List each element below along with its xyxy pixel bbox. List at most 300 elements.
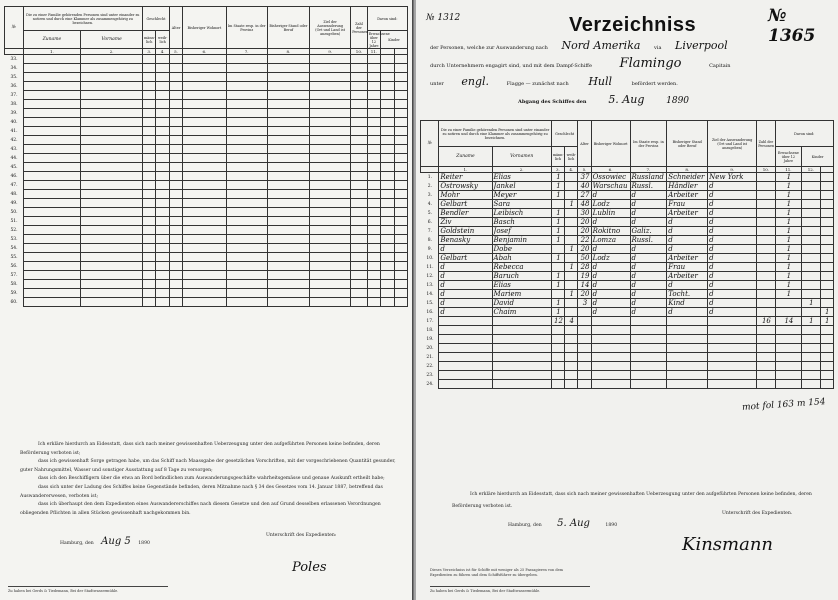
cell-k1 [802, 191, 820, 200]
cell-m: 1 [551, 272, 564, 281]
table-cell [143, 163, 156, 172]
row-number: 15. [421, 299, 439, 308]
row-number: 45. [5, 163, 24, 172]
table-cell [81, 262, 143, 271]
row-number: 4. [421, 200, 439, 209]
table-cell [169, 172, 182, 181]
table-row [421, 371, 834, 380]
line1-port: Liverpool [675, 39, 728, 52]
table-cell [169, 64, 182, 73]
line3-mid: Flagge — zunächst nach [506, 81, 569, 87]
cell-vorname [492, 344, 551, 353]
table-cell [169, 145, 182, 154]
cell-zahl [757, 227, 775, 236]
table-cell [381, 82, 394, 91]
table-cell [156, 226, 169, 235]
table-cell [381, 208, 394, 217]
table-cell [367, 235, 380, 244]
table-cell [169, 82, 182, 91]
table-cell [183, 100, 226, 109]
right-col-maennlich: männ-lich [551, 147, 564, 167]
table-cell [81, 235, 143, 244]
table-cell [367, 280, 380, 289]
table-cell [267, 280, 309, 289]
left-signature-label: Unterschrift des Expedienten: [266, 533, 337, 538]
cell-zuname [439, 317, 492, 326]
right-col-davon: Davon sind: [775, 121, 833, 147]
cell-vorname [492, 371, 551, 380]
row-number: 50. [5, 208, 24, 217]
cell-vorname: Josef [492, 227, 551, 236]
right-col-vorname: Vornamen [492, 147, 551, 167]
table-cell [156, 172, 169, 181]
row-number: 57. [5, 271, 24, 280]
left-col-number: 7. [226, 49, 267, 55]
cell-w [565, 236, 578, 245]
cell-wohnort: Lodz [591, 200, 630, 209]
table-cell [351, 235, 367, 244]
cell-k2 [820, 299, 833, 308]
cell-stand [667, 380, 708, 389]
cell-alter: 3 [578, 299, 591, 308]
table-cell [183, 73, 226, 82]
right-col-number: 6. [591, 167, 630, 173]
table-cell [267, 136, 309, 145]
table-cell [351, 55, 367, 64]
table-cell [351, 136, 367, 145]
table-cell [169, 91, 182, 100]
table-cell [367, 118, 380, 127]
table-row [421, 272, 834, 281]
table-cell [156, 82, 169, 91]
cell-w [565, 182, 578, 191]
table-cell [367, 145, 380, 154]
cell-zuname: Mohr [439, 191, 492, 200]
row-number: 40. [5, 118, 24, 127]
table-cell [81, 64, 143, 73]
cell-erw: 1 [775, 236, 802, 245]
table-cell [156, 136, 169, 145]
table-cell [267, 91, 309, 100]
cell-zuname: Goldstein [439, 227, 492, 236]
row-number: 22. [421, 362, 439, 371]
table-row [421, 200, 834, 209]
table-cell [394, 235, 408, 244]
table-cell [310, 154, 351, 163]
table-row [421, 362, 834, 371]
cell-stand: Arbeiter [667, 254, 708, 263]
table-row [5, 82, 408, 91]
cell-k2 [820, 245, 833, 254]
table-cell [143, 199, 156, 208]
table-cell [310, 208, 351, 217]
row-number: 14. [421, 290, 439, 299]
table-cell [23, 64, 81, 73]
table-cell [381, 64, 394, 73]
table-cell [351, 118, 367, 127]
cell-m: 1 [551, 209, 564, 218]
cell-k2 [820, 344, 833, 353]
cell-stand: Kind [667, 299, 708, 308]
cell-ziel: d [708, 245, 757, 254]
cell-ziel: d [708, 236, 757, 245]
table-cell [183, 163, 226, 172]
cell-alter: 20 [578, 245, 591, 254]
cell-ziel [708, 371, 757, 380]
table-cell [381, 127, 394, 136]
cell-alter [578, 308, 591, 317]
cell-zuname: d [439, 245, 492, 254]
cell-erw: 1 [775, 281, 802, 290]
cell-stand [667, 344, 708, 353]
table-row [421, 245, 834, 254]
cell-zahl [757, 308, 775, 317]
table-cell [226, 253, 267, 262]
cell-w [565, 218, 578, 227]
table-cell [310, 190, 351, 199]
cell-w [565, 362, 578, 371]
cell-erw: 1 [775, 209, 802, 218]
cell-wohnort: d [591, 299, 630, 308]
table-cell [367, 199, 380, 208]
table-cell [81, 226, 143, 235]
cell-w [565, 335, 578, 344]
table-cell [226, 208, 267, 217]
table-cell [169, 289, 182, 298]
table-cell [143, 172, 156, 181]
table-cell [267, 118, 309, 127]
table-row [421, 236, 834, 245]
abgang-label: Abgang des Schiffes den [518, 99, 587, 105]
row-number: 18. [421, 326, 439, 335]
table-cell [310, 64, 351, 73]
table-cell [367, 91, 380, 100]
cell-alter: 40 [578, 182, 591, 191]
cell-k2: 1 [820, 308, 833, 317]
cell-k1 [802, 173, 820, 182]
table-cell [381, 172, 394, 181]
right-printer: Zu haben bei Gerds & Tiedemann, Bei der Stadtwassermühle. [430, 586, 590, 593]
left-col-geschlecht: Geschlecht [143, 7, 170, 31]
first-port: Hull [588, 75, 613, 88]
cell-stand: Arbeiter [667, 191, 708, 200]
table-cell [169, 199, 182, 208]
left-col-number: 1. [23, 49, 81, 55]
table-cell [381, 235, 394, 244]
table-row [5, 55, 408, 64]
table-cell [381, 154, 394, 163]
cell-m [551, 263, 564, 272]
cell-erw: 1 [775, 290, 802, 299]
cell-zuname: d [439, 290, 492, 299]
cell-zuname: Ostrowsky [439, 182, 492, 191]
left-col-number: 9. [310, 49, 351, 55]
cell-alter [578, 344, 591, 353]
table-row [5, 262, 408, 271]
table-cell [381, 199, 394, 208]
cell-m [551, 200, 564, 209]
cell-staat: Russl. [630, 236, 667, 245]
cell-k2 [820, 362, 833, 371]
cell-wohnort: Lomza [591, 236, 630, 245]
table-cell [226, 235, 267, 244]
table-row [421, 173, 834, 182]
cell-ziel: d [708, 218, 757, 227]
cell-zuname: d [439, 272, 492, 281]
table-cell [367, 163, 380, 172]
cell-alter: 19 [578, 272, 591, 281]
table-cell [143, 262, 156, 271]
cell-staat: d [630, 290, 667, 299]
table-cell [81, 244, 143, 253]
table-cell [351, 289, 367, 298]
cell-w [565, 191, 578, 200]
cell-k2 [820, 371, 833, 380]
table-row [5, 208, 408, 217]
cell-w [565, 272, 578, 281]
table-cell [143, 253, 156, 262]
table-cell [143, 271, 156, 280]
cell-wohnort [591, 335, 630, 344]
table-cell [156, 235, 169, 244]
cell-ziel [708, 326, 757, 335]
table-cell [156, 154, 169, 163]
cell-staat: Russl. [630, 182, 667, 191]
cell-stand: d [667, 281, 708, 290]
table-row [5, 91, 408, 100]
cell-erw: 1 [775, 227, 802, 236]
table-row [421, 353, 834, 362]
cell-zahl [757, 290, 775, 299]
table-cell [310, 262, 351, 271]
table-cell [381, 91, 394, 100]
table-cell [381, 271, 394, 280]
cell-k1 [802, 263, 820, 272]
table-cell [81, 82, 143, 91]
table-cell [156, 199, 169, 208]
table-cell [310, 109, 351, 118]
cell-k1 [802, 245, 820, 254]
cell-alter [578, 326, 591, 335]
left-register-table [4, 6, 408, 307]
table-cell [183, 64, 226, 73]
cell-staat [630, 344, 667, 353]
table-cell [143, 73, 156, 82]
cell-k2 [820, 380, 833, 389]
margin-note: mot fol 163 m 154 [741, 397, 826, 413]
table-row [5, 172, 408, 181]
table-row [5, 190, 408, 199]
cell-erw [775, 353, 802, 362]
table-cell [183, 280, 226, 289]
table-cell [156, 262, 169, 271]
cell-staat: d [630, 281, 667, 290]
cell-m: 1 [551, 191, 564, 200]
row-number: 33. [5, 55, 24, 64]
cell-erw: 1 [775, 263, 802, 272]
table-cell [226, 55, 267, 64]
table-cell [351, 163, 367, 172]
table-row [5, 226, 408, 235]
table-cell [381, 298, 394, 307]
table-cell [81, 280, 143, 289]
left-col-nr: № [5, 7, 24, 49]
table-cell [143, 235, 156, 244]
table-cell [81, 154, 143, 163]
left-col-number: 8. [267, 49, 309, 55]
row-number: 17. [421, 317, 439, 326]
table-cell [23, 289, 81, 298]
table-cell [156, 64, 169, 73]
line2-prefix: durch Unternehmern engagirt sind, und mit dem [430, 63, 555, 69]
table-cell [156, 208, 169, 217]
table-cell [23, 127, 81, 136]
table-cell [143, 226, 156, 235]
table-cell [143, 280, 156, 289]
cell-alter: 28 [578, 263, 591, 272]
cell-w [565, 308, 578, 317]
cell-vorname: Dobe [492, 245, 551, 254]
table-cell [156, 181, 169, 190]
table-cell [351, 253, 367, 262]
cell-k1 [802, 254, 820, 263]
cell-zuname [439, 326, 492, 335]
table-cell [310, 199, 351, 208]
cell-wohnort [591, 362, 630, 371]
table-cell [81, 145, 143, 154]
table-cell [81, 217, 143, 226]
cell-ziel: d [708, 308, 757, 317]
cell-stand: d [667, 236, 708, 245]
cell-zuname: Gelbart [439, 200, 492, 209]
cell-k1 [802, 344, 820, 353]
table-cell [381, 100, 394, 109]
left-col-number: 6. [183, 49, 226, 55]
table-row [421, 326, 834, 335]
left-col-number: 2. [81, 49, 143, 55]
cell-k1 [802, 308, 820, 317]
table-cell [367, 217, 380, 226]
table-cell [143, 244, 156, 253]
cell-vorname: Leibisch [492, 209, 551, 218]
cell-zuname [439, 362, 492, 371]
cell-staat: d [630, 209, 667, 218]
table-cell [183, 253, 226, 262]
left-col-number: 10. [351, 49, 367, 55]
right-signature: Kinsmann [682, 534, 774, 555]
table-cell [226, 64, 267, 73]
table-cell [394, 145, 408, 154]
table-cell [367, 127, 380, 136]
table-cell [267, 262, 309, 271]
table-cell [226, 190, 267, 199]
table-cell [367, 82, 380, 91]
table-cell [226, 199, 267, 208]
table-cell [267, 199, 309, 208]
cell-vorname: Chaim [492, 308, 551, 317]
cell-zuname: d [439, 299, 492, 308]
left-col-wohnort: Bisheriger Wohnort [183, 7, 226, 49]
cell-zuname [439, 335, 492, 344]
table-row [421, 254, 834, 263]
table-row [5, 109, 408, 118]
table-cell [351, 91, 367, 100]
table-cell [267, 208, 309, 217]
table-cell [267, 163, 309, 172]
row-number: 47. [5, 181, 24, 190]
table-cell [394, 109, 408, 118]
table-cell [143, 298, 156, 307]
row-number: 46. [5, 172, 24, 181]
right-col-number: 3. [551, 167, 564, 173]
table-cell [267, 73, 309, 82]
table-cell [226, 91, 267, 100]
left-col-number: 5. [169, 49, 182, 55]
table-cell [143, 154, 156, 163]
table-cell [367, 109, 380, 118]
right-footnote: Dieses Verzeichniss ist für Schiffe mit weniger als 25 Passagieren von dem Expedienten zu führen und dem Schiffsführer zu übergeben. [430, 568, 563, 577]
table-cell [381, 226, 394, 235]
table-cell [156, 163, 169, 172]
table-cell [23, 100, 81, 109]
row-number: 44. [5, 154, 24, 163]
row-number: 53. [5, 235, 24, 244]
table-cell [267, 235, 309, 244]
cell-erw: 1 [775, 200, 802, 209]
cell-ziel: New York [708, 173, 757, 182]
table-cell [143, 91, 156, 100]
row-number: 58. [5, 280, 24, 289]
table-cell [351, 217, 367, 226]
table-row [5, 289, 408, 298]
table-cell [183, 82, 226, 91]
table-cell [267, 253, 309, 262]
cell-alter: 14 [578, 281, 591, 290]
line2-type: Dampf-Schiffe [556, 63, 592, 69]
cell-zahl [757, 191, 775, 200]
cell-m [551, 380, 564, 389]
cell-k2 [820, 326, 833, 335]
table-cell [183, 109, 226, 118]
left-col-alter: Alter [169, 7, 182, 49]
table-cell [394, 217, 408, 226]
cell-k2 [820, 236, 833, 245]
cell-m [551, 335, 564, 344]
table-cell [267, 82, 309, 91]
table-cell [381, 253, 394, 262]
table-cell [367, 298, 380, 307]
cell-wohnort: d [591, 281, 630, 290]
cell-wohnort: Warschau [591, 182, 630, 191]
cell-staat: d [630, 200, 667, 209]
table-cell [351, 244, 367, 253]
cell-k2 [820, 182, 833, 191]
right-register-table [420, 120, 834, 389]
table-row [421, 209, 834, 218]
left-place-date [60, 538, 150, 549]
cell-m [551, 371, 564, 380]
table-cell [169, 262, 182, 271]
table-cell [310, 100, 351, 109]
cell-erw: 14 [775, 317, 802, 326]
table-row [5, 136, 408, 145]
table-cell [226, 280, 267, 289]
table-row [5, 73, 408, 82]
cell-zuname: Ziv [439, 218, 492, 227]
line1-prefix: der Personen, welche zur Auswanderung nach [430, 45, 548, 51]
cell-wohnort [591, 371, 630, 380]
cell-stand: d [667, 245, 708, 254]
